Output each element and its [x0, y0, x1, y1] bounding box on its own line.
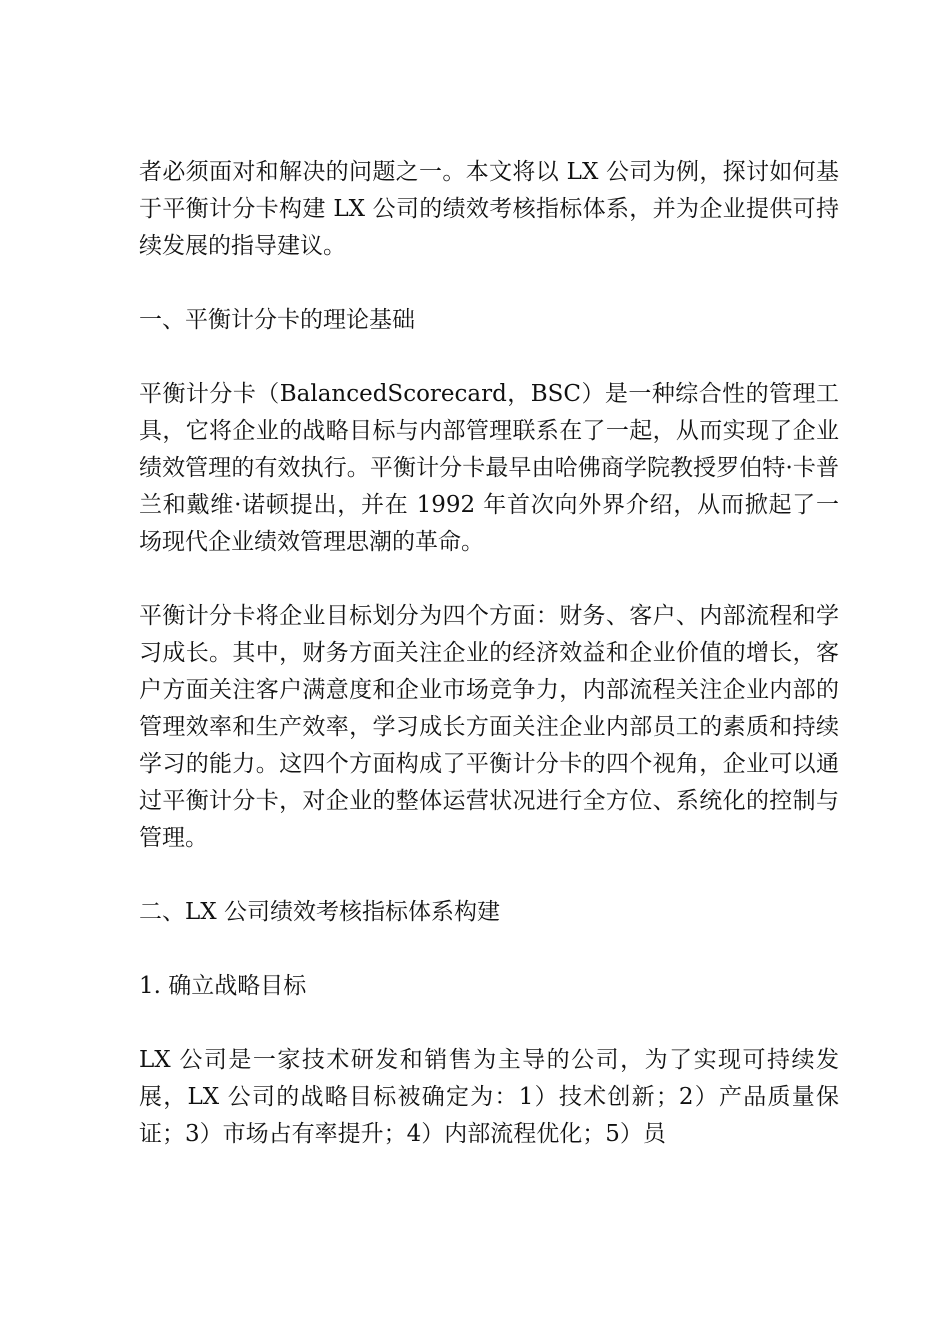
strategy-goals-paragraph: LX 公司是一家技术研发和销售为主导的公司，为了实现可持续发展，LX 公司的战略目标被确定为：1）技术创新；2）产品质量保证；3）市场占有率提升；4）内部流程优化；5）员: [139, 1047, 839, 1147]
bsc-definition-paragraph: 平衡计分卡（BalancedScorecard，BSC）是一种综合性的管理工具，它将企业的战略目标与内部管理联系在了一起，从而实现了企业绩效管理的有效执行。平衡计分卡最早由哈佛商学院教授罗伯特·卡普兰和戴维·诺顿提出，并在 1992 年首次向外界介绍，从而掀起了一场现代企业绩效管理思潮的革命。: [139, 381, 839, 555]
subsection-heading-1: 1. 确立战略目标: [139, 973, 307, 999]
section-heading-1: 一、平衡计分卡的理论基础: [139, 307, 415, 333]
section-heading-2: 二、LX 公司绩效考核指标体系构建: [139, 899, 500, 925]
bsc-perspectives-paragraph: 平衡计分卡将企业目标划分为四个方面：财务、客户、内部流程和学习成长。其中，财务方面关注企业的经济效益和企业价值的增长，客户方面关注客户满意度和企业市场竞争力，内部流程关注企业内部的管理效率和生产效率，学习成长方面关注企业内部员工的素质和持续学习的能力。这四个方面构成了平衡计分卡的四个视角，企业可以通过平衡计分卡，对企业的整体运营状况进行全方位、系统化的控制与管理。: [139, 603, 839, 851]
intro-paragraph: 者必须面对和解决的问题之一。本文将以 LX 公司为例，探讨如何基于平衡计分卡构建 LX 公司的绩效考核指标体系，并为企业提供可持续发展的指导建议。: [139, 159, 839, 259]
document-body: [139, 154, 839, 1153]
